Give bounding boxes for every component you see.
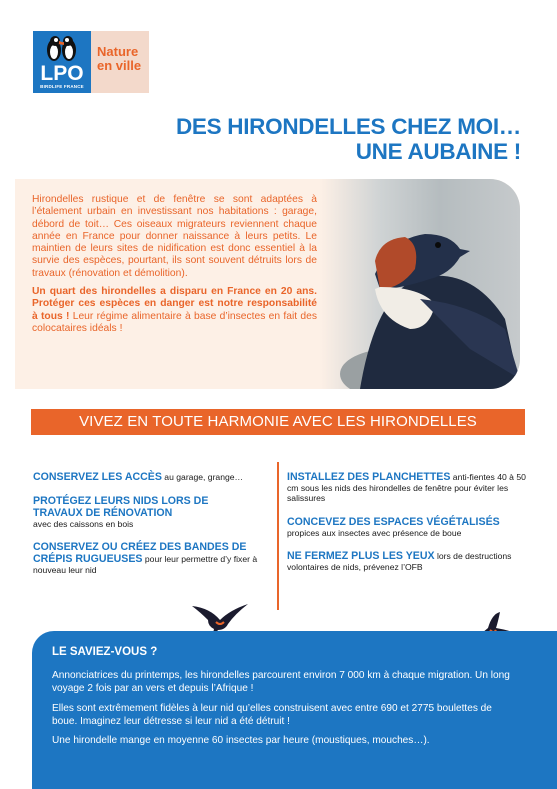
tip-heading: PROTÉGEZ LEURS NIDS LORS DE TRAVAUX DE RÉNOVATION — [33, 495, 209, 519]
tip-item — [287, 516, 527, 538]
intro-text — [32, 194, 317, 341]
fact-paragraph: Elles sont extrêmement fidèles à leur nid qu’elles construisent avec entre 690 et 2775 boulettes de boue. Imaginez leur détresse si leur nid a été détruit ! — [52, 702, 492, 727]
tip-item — [287, 550, 527, 572]
tip-item — [33, 541, 263, 575]
tip-inline: pour leur permettre d’y fixer à nouveau leur nid — [33, 554, 258, 576]
did-you-know-title: LE SAVIEZ-VOUS ? — [52, 646, 158, 658]
tip-inline: anti-fientes 40 à 50 cm sous les nids des hirondelles de fenêtre pour éviter les salissures — [287, 472, 526, 504]
tip-item — [33, 471, 273, 483]
did-you-know-body — [52, 669, 512, 753]
intro-paragraph-2 — [32, 286, 317, 335]
tip-heading: CONCEVEZ DES ESPACES VÉGÉTALISÉS — [287, 515, 500, 528]
fact-paragraph: Une hirondelle mange en moyenne 60 insectes par heure (moustiques, mouches…). — [52, 735, 430, 747]
tip-heading: NE FERMEZ PLUS LES YEUX — [287, 549, 435, 562]
tip-item — [33, 495, 273, 529]
intro-highlight: Un quart des hirondelles a disparu en France en 20 ans. Protéger ces espèces en danger est notre responsabilité à tous ! — [32, 286, 317, 322]
lpo-brand: LPO — [40, 62, 84, 85]
tagline-line-1: Nature — [97, 44, 139, 59]
tip-heading: INSTALLEZ DES PLANCHETTES — [287, 471, 451, 483]
tips-left-column — [33, 471, 273, 588]
intro-paragraph-1: Hirondelles rustique et de fenêtre se sont adaptées à l’étalement urbain en investissant nos habitations : garage, débord de toit… Ces oiseaux migrateurs reviennent chaque année en France pour donner naissance à leurs petits. Le maintien de leurs sites de nidification est donc essentiel à la survie des espèces, pourtant, ils sont souvent détruits lors de travaux (rénovation et démolition). — [32, 194, 317, 279]
column-divider — [277, 462, 279, 610]
puffin-icon — [41, 33, 83, 63]
lpo-subtitle: BIRDLIFE FRANCE — [40, 84, 84, 89]
tip-text: avec des caissons en bois — [33, 519, 134, 529]
tip-heading: CONSERVEZ LES ACCÈS — [33, 471, 162, 483]
logo — [33, 31, 149, 93]
lpo-logo — [33, 31, 91, 93]
tips-right-column — [287, 471, 527, 584]
tip-inline: au garage, grange… — [161, 472, 244, 482]
tip-item — [287, 471, 527, 504]
title-line-1: DES HIRONDELLES CHEZ MOI… — [175, 114, 521, 139]
page-title — [176, 114, 521, 164]
tip-text: propices aux insectes avec présence de boue — [287, 527, 462, 538]
tip-heading: CONSERVEZ OU CRÉEZ DES BANDES DE CRÉPIS RUGUEUSES — [33, 541, 247, 566]
nature-en-ville-logo — [91, 31, 149, 93]
did-you-know-box — [32, 631, 557, 789]
intro-paragraph-2-rest: Leur régime alimentaire à base d’insectes en fait des colocataires idéals ! — [32, 310, 318, 334]
tip-inline: lors de destructions volontaires de nids, prévenez l’OFB — [287, 550, 512, 572]
section-banner: VIVEZ EN TOUTE HARMONIE AVEC LES HIRONDELLES — [31, 409, 525, 435]
swallow-illustration — [320, 179, 520, 389]
swallow-photo — [320, 179, 520, 389]
title-line-2: UNE AUBAINE ! — [355, 139, 521, 164]
tagline-line-2: en ville — [97, 58, 142, 73]
fact-paragraph: Annonciatrices du printemps, les hirondelles parcourent environ 7 000 km à chaque migration. Un long voyage 2 fois par an vers et depuis l’Afrique ! — [52, 670, 510, 695]
